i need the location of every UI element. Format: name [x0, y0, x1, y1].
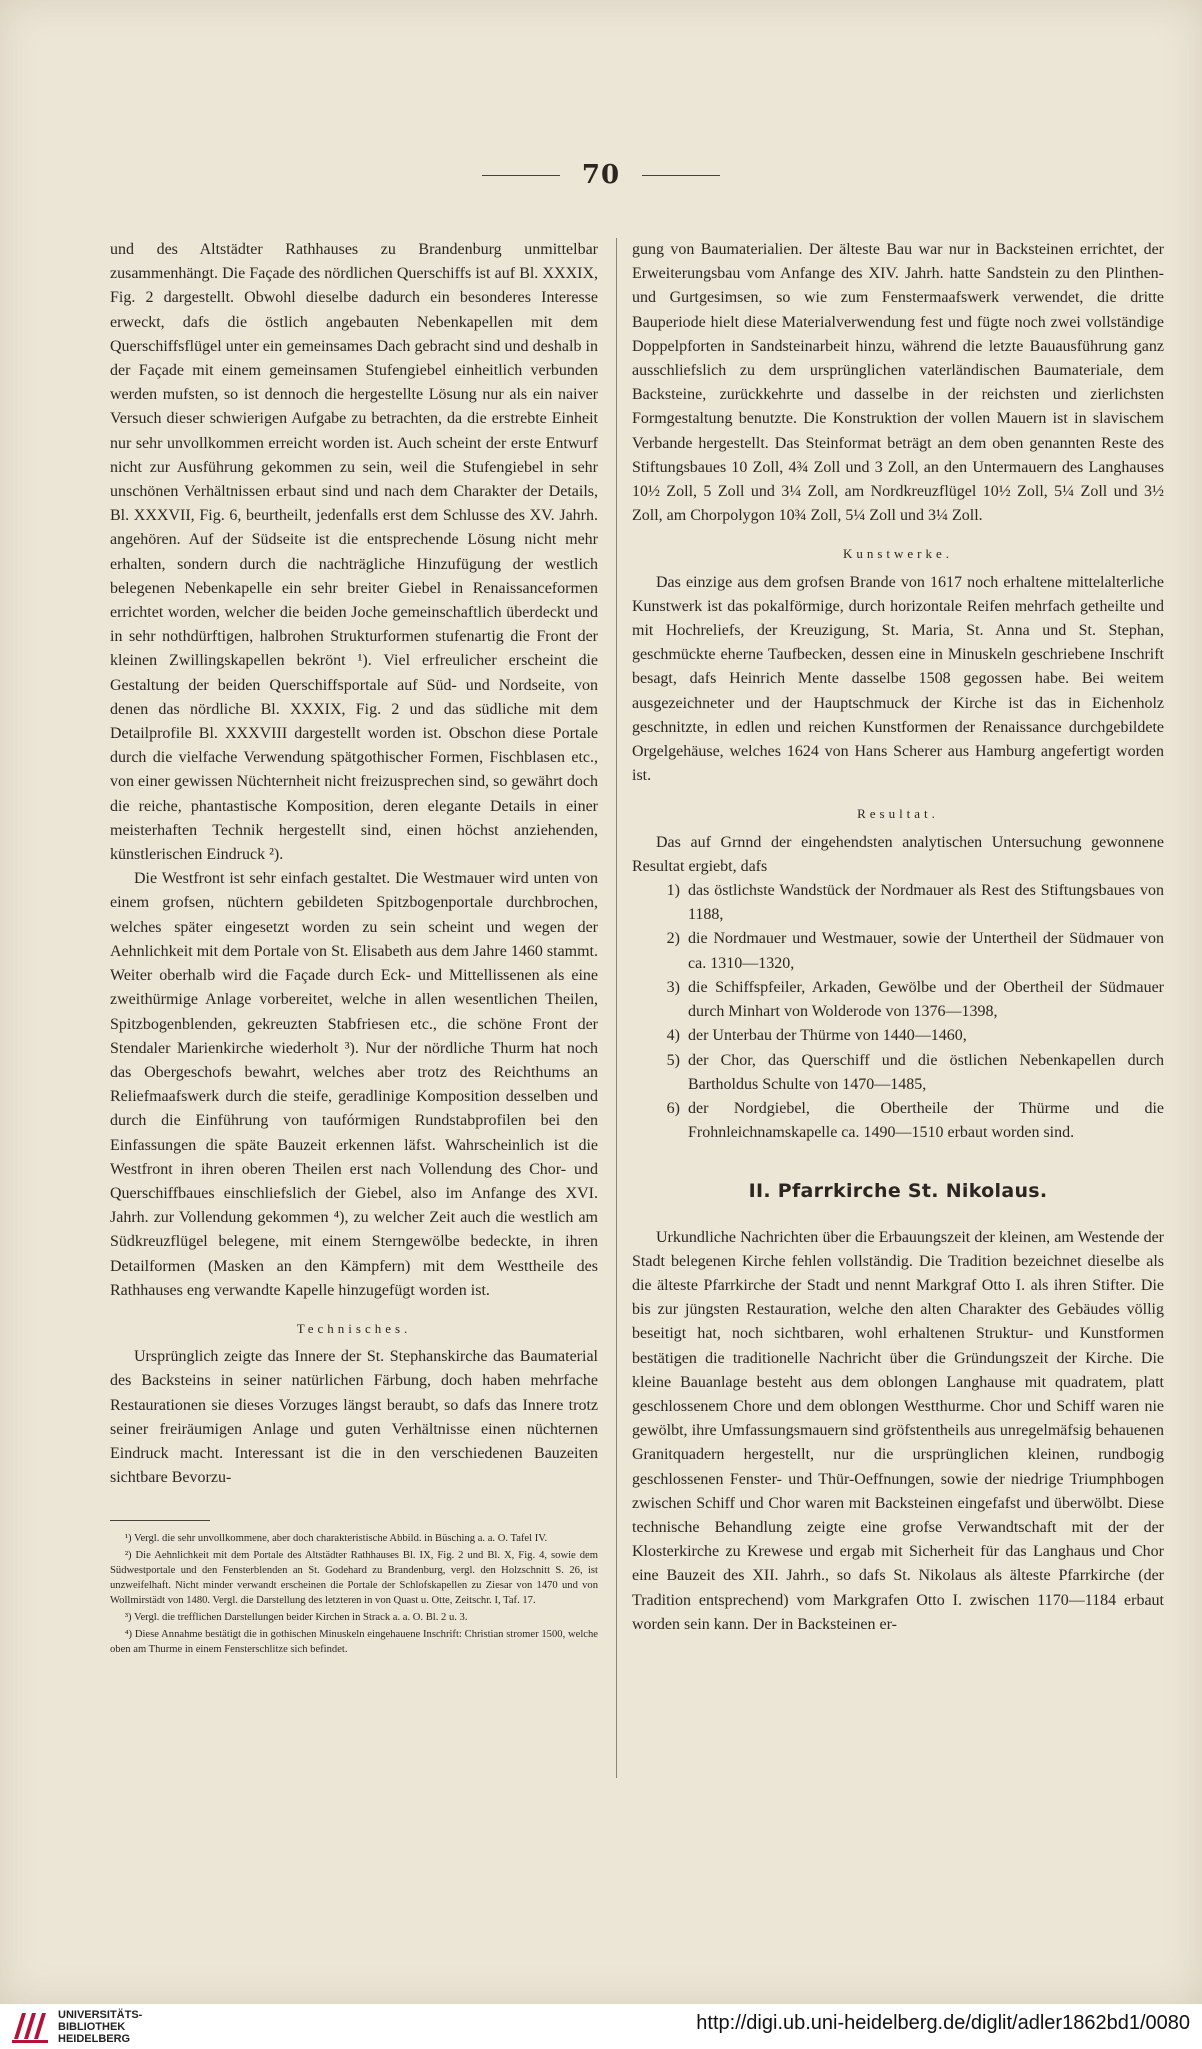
list-item	[660, 927, 1164, 975]
list-text: der Nordgiebel, die Obertheile der Thürme und die Frohnleichnamskapelle ca. 1490—1510 erbaut worden sind.	[688, 1099, 1164, 1142]
section-heading: II. Pfarrkirche St. Nikolaus.	[748, 1180, 1048, 1203]
technisches-text: Ursprünglich zeigte das Innere der St. Stephanskirche das Baumaterial des Backsteins in seiner natürlichen Färbung, doch haben mehrfache Restaurationen sie dieses Vorzuges längst beraubt, so dafs das Innere trotz seiner freiräumigen Anlage und guten Verhältnisse einen nüchternen Eindruck macht. Interessant ist die in den verschiedenen Bauzeiten sichtbare Bevorzu-	[110, 1348, 598, 1487]
list-number: 2)	[666, 930, 680, 948]
footnote-2: ²) Die Aehnlichkeit mit dem Portale des Altstädter Rathhauses Bl. IX, Fig. 2 und Bl. X, Fig. 4, sowie dem Südwestportale und den Fensterblenden an St. Godehard zu Brandenburg, vergl. den Holzschnitt S. 26, ist unzweifelhaft. Nicht minder verwandt erscheinen die Portale der Schlofskapellen zu Ziesar von 1470 und von Wollmirstädt von 1480. Vergl. die Darstellung des letzteren in von Quast u. Otte, Zeitschr. I, Taf. 17.	[110, 1550, 598, 1607]
list-item	[660, 1049, 1164, 1097]
library-logo-text	[58, 2009, 142, 2045]
column-divider	[616, 238, 617, 1778]
kunstwerke-heading: Kunstwerke.	[842, 546, 954, 562]
list-text: der Chor, das Querschiff und die östlichen Nebenkapellen durch Bartholdus Schulte von 1470—1485,	[688, 1051, 1164, 1093]
list-number: 3)	[666, 978, 680, 996]
list-number: 6)	[666, 1099, 680, 1117]
logo-line-3: HEIDELBERG	[58, 2032, 131, 2045]
list-item	[660, 1097, 1164, 1145]
list-item	[660, 1024, 1164, 1048]
list-item	[660, 976, 1164, 1024]
resultat-list	[632, 879, 1164, 1145]
resultat-intro: Das auf Grnnd der eingehendsten analytischen Untersuchung gewonnene Resultat ergiebt, dafs	[632, 833, 1164, 875]
list-text: die Schiffspfeiler, Arkaden, Gewölbe und der Obertheil der Südmauer durch Minhart von Wolderode von 1376—1398,	[688, 978, 1164, 1021]
list-text: das östlichste Wandstück der Nordmauer als Rest des Stiftungsbaues von 1188,	[688, 882, 1164, 924]
footnote-4: ⁴) Diese Annahme bestätigt die in gothischen Minuskeln eingehauene Inschrift: Christian stromer 1500, welche oben am Thurme in einem Fensterschlitze sich befindet.	[110, 1629, 598, 1656]
header-rule-left	[482, 175, 560, 176]
right-intro: gung von Baumaterialien. Der älteste Bau war nur in Backsteinen errichtet, der Erweiterungsbau vom Anfange des XIV. Jahrh. hatte Sandstein zu den Plinthen- und Gurtgesimsen, so wie zum Fenstermaafswerk verwendet, die dritte Bauperiode hielt diese Materialverwendung fest und fügte noch zwei vollständige Doppelpforten in Sandsteinarbeit hinzu, während die letzte Bauausführung ganz ausschliefslich zu dem ursprünglichen vaterländischen Baumateriale, dem Backsteine, zurückkehrte und dasselbe in der reichsten und zierlichsten Formgestaltung benutzte. Die Konstruktion der vollen Mauern ist in slavischem Verbande hergestellt. Das Steinformat beträgt an dem oben genannten Reste des Stiftungsbaues 10 Zoll, 4¾ Zoll und 3 Zoll, an den Untermauern des Langhauses 10½ Zoll, 5 Zoll und 3¼ Zoll, am Nordkreuzflügel 10½ Zoll, 5¼ Zoll und 3½ Zoll, am Chorpolygon 10¾ Zoll, 5¼ Zoll und 3¼ Zoll.	[632, 241, 1164, 525]
list-number: 4)	[666, 1027, 680, 1045]
list-text: der Unterbau der Thürme von 1440—1460,	[688, 1027, 967, 1045]
viewer-footer	[0, 2004, 1202, 2049]
footnote-3: ³) Vergl. die trefflichen Darstellungen beider Kirchen in Strack a. a. O. Bl. 2 u. 3.	[124, 1612, 468, 1624]
right-column	[632, 238, 1164, 1637]
left-paragraph-1: und des Altstädter Rathhauses zu Brandenburg unmittelbar zusammenhängt. Die Façade des nördlichen Querschiffs ist auf Bl. XXXIX, Fig. 2 dargestellt. Obwohl dieselbe dadurch ein besonderes Interesse erweckt, dafs die östlich angebauten Nebenkapellen mit dem Querschiffsflügel unter ein gemeinsames Dach gebracht sind und deshalb in der Façade mit einem gemeinsamen Stufengiebel einheitlich verbunden werden mufsten, so ist dennoch die hergestellte Lösung nur als ein naiver Versuch dieser schwierigen Aufgabe zu betrachten, da die erstrebte Einheit nur sehr unvollkommen erreicht worden ist. Auch scheint der erste Entwurf nicht zur Ausführung gekommen zu sein, weil die Stufengiebel in sehr unschönen Verhältnissen erbaut sind und nach dem Charakter der Details, Bl. XXXVII, Fig. 6, beurtheilt, jedenfalls erst dem Schlusse des XV. Jahrh. angehören. Auf der Südseite ist die entsprechende Lösung nicht mehr erhalten, sondern durch die nachträgliche Hinzufügung der westlich belegenen Nebenkapelle ein sehr breiter Giebel in Renaissanceformen errichtet worden, welcher die beiden Joche gemeinschaftlich überdeckt und in sehr nothdürftigen, halbrohen Strukturformen stufenartig die Front der kleinen Zwillingskapellen bekrönt ¹). Viel erfreulicher erscheint die Gestaltung der beiden Querschiffsportale auf Süd- und Nordseite, von denen das nördliche Bl. XXXIX, Fig. 2 und das südliche mit dem Detailprofile Bl. XXXVIII dargestellt worden ist. Obschon diese Portale durch die vielfache Verwendung spätgothischer Formen, Fischblasen etc., von einer gewissen Nüchternheit nicht freizusprechen sind, so gewährt doch die reiche, phantastische Komposition, deren elegante Details in einer meisterhaften Technik hergestellt sind, einen höchst anziehenden, künstlerischen Eindruck ²).	[110, 241, 598, 864]
logo-line-2: BIBLIOTHEK	[58, 2020, 126, 2033]
page-header	[0, 160, 1202, 190]
library-logo[interactable]	[10, 2009, 142, 2045]
library-logo-icon	[10, 2009, 50, 2045]
list-item	[660, 879, 1164, 927]
footnotes	[110, 1531, 598, 1657]
footnote-rule	[110, 1520, 210, 1521]
list-text: die Nordmauer und Westmauer, sowie der Untertheil der Südmauer von ca. 1310—1320,	[688, 930, 1164, 972]
technisches-heading: Technisches.	[296, 1320, 412, 1336]
left-paragraph-2: Die Westfront ist sehr einfach gestaltet. Die Westmauer wird unten von einem grofsen, nüchtern gebildeten Spitzbogenportale durchbrochen, welches später eingesetzt worden zu sein scheint und wegen der Aehnlichkeit mit dem Portale von St. Elisabeth aus dem Jahre 1460 stammt. Weiter oberhalb wird die Façade durch Eck- und Mittellissenen als eine zweithürmige Anlage vorbereitet, welche in allen wesentlichen Theilen, Spitzbogenblenden, gekreuzten Stabfriesen etc., die schöne Front der Stendaler Marienkirche wiederholt ³). Nur der nördliche Thurm hat noch das Obergeschofs bewahrt, welches aber trotz des Reichthums an Reliefmaafswerk durch die steife, geradlinige Komposition desselben und durch die Einführung von taufórmigen Rundstabprofilen bei den Einfassungen die späte Bauzeit erkennen läfst. Wahrscheinlich ist die Westfront in ihren oberen Theilen erst nach Vollendung des Chor- und Querschiffbaues einschliefslich der Giebel, also im Anfange des XVI. Jahrh. zur Vollendung gekommen ⁴), zu welcher Zeit auch die westlich am Südkreuzflügel belegene, mit einem Sterngewölbe bedeckte, in ihren Detailformen (Masken an den Kämpfern) mit dem Westtheile des Rathhauses eng verwandte Kapelle hinzugefügt worden ist.	[110, 870, 598, 1299]
page-number: 70	[581, 160, 621, 190]
permalink-url[interactable]: http://digi.ub.uni-heidelberg.de/diglit/adler1862bd1/0080	[696, 2012, 1190, 2034]
footnote-1: ¹) Vergl. die sehr unvollkommene, aber doch charakteristische Abbild. in Büsching a. a. O. Tafel IV.	[124, 1533, 548, 1545]
logo-line-1: UNIVERSITÄTS-	[58, 2008, 143, 2021]
header-rule-right	[642, 175, 720, 176]
section-text: Urkundliche Nachrichten über die Erbauungszeit der kleinen, am Westende der Stadt belegenen Kirche fehlen vollständig. Die Tradition bezeichnet dieselbe als die älteste Pfarrkirche der Stadt und nennt Markgraf Otto I. als ihren Stifter. Die bis zur jüngsten Restauration, welche den alten Charakter des Gebäudes völlig beseitigt hat, noch sichtbaren, wohl erhaltenen Struktur- und Kunstformen bestätigen die traditionelle Nachricht über die Gründungszeit der Kirche. Die kleine Bauanlage besteht aus dem oblongen Langhause mit quadratem, platt geschlossenem Chore und dem oblongen Westthurme. Chor und Schiff waren nie gewölbt, ihre Umfassungsmauern sind gröfstentheils aus unregelmäfsig behauenen Granitquadern hergestellt, nur die ursprünglichen kleinen, rundbogig geschlossenen Fenster- und Thür-Oeffnungen, sowie der niedrige Triumphbogen zwischen Schiff und Chor waren mit Backsteinen eingefafst und überwölbt. Diese technische Behandlung zeigte eine grofse Verwandtschaft mit der der Klosterkirche zu Krewese und ergab mit Sicherheit für das Langhaus und Chor eine Bauzeit des XII. Jahrh., so dafs St. Nikolaus als älteste Pfarrkirche (der Tradition entsprechend) vom Markgrafen Otto I. zwischen 1170—1184 erbaut worden sein kann. Der in Backsteinen er-	[632, 1228, 1164, 1633]
list-number: 5)	[666, 1051, 680, 1069]
resultat-heading: Resultat.	[857, 806, 939, 822]
left-column	[110, 238, 598, 1659]
kunstwerke-text: Das einzige aus dem grofsen Brande von 1617 noch erhaltene mittelalterliche Kunstwerk ist das pokalförmige, durch horizontale Reifen mehrfach getheilte und mit Hochreliefs, der Kreuzigung, St. Maria, St. Anna und St. Stephan, geschmückte eherne Taufbecken, dessen eine in Minuskeln geschriebene Inschrift besagt, dafs Heinrich Mente dasselbe 1508 gegossen habe. Bei weitem ausgezeichneter und der Hauptschmuck der Kirche ist das in Eichenholz geschnitzte, in edlen und reichen Kunstformen der Renaissance durchgebildete Orgelgehäuse, welches 1624 von Hans Scherer aus Hamburg angefertigt worden ist.	[632, 573, 1164, 785]
list-number: 1)	[666, 882, 680, 900]
